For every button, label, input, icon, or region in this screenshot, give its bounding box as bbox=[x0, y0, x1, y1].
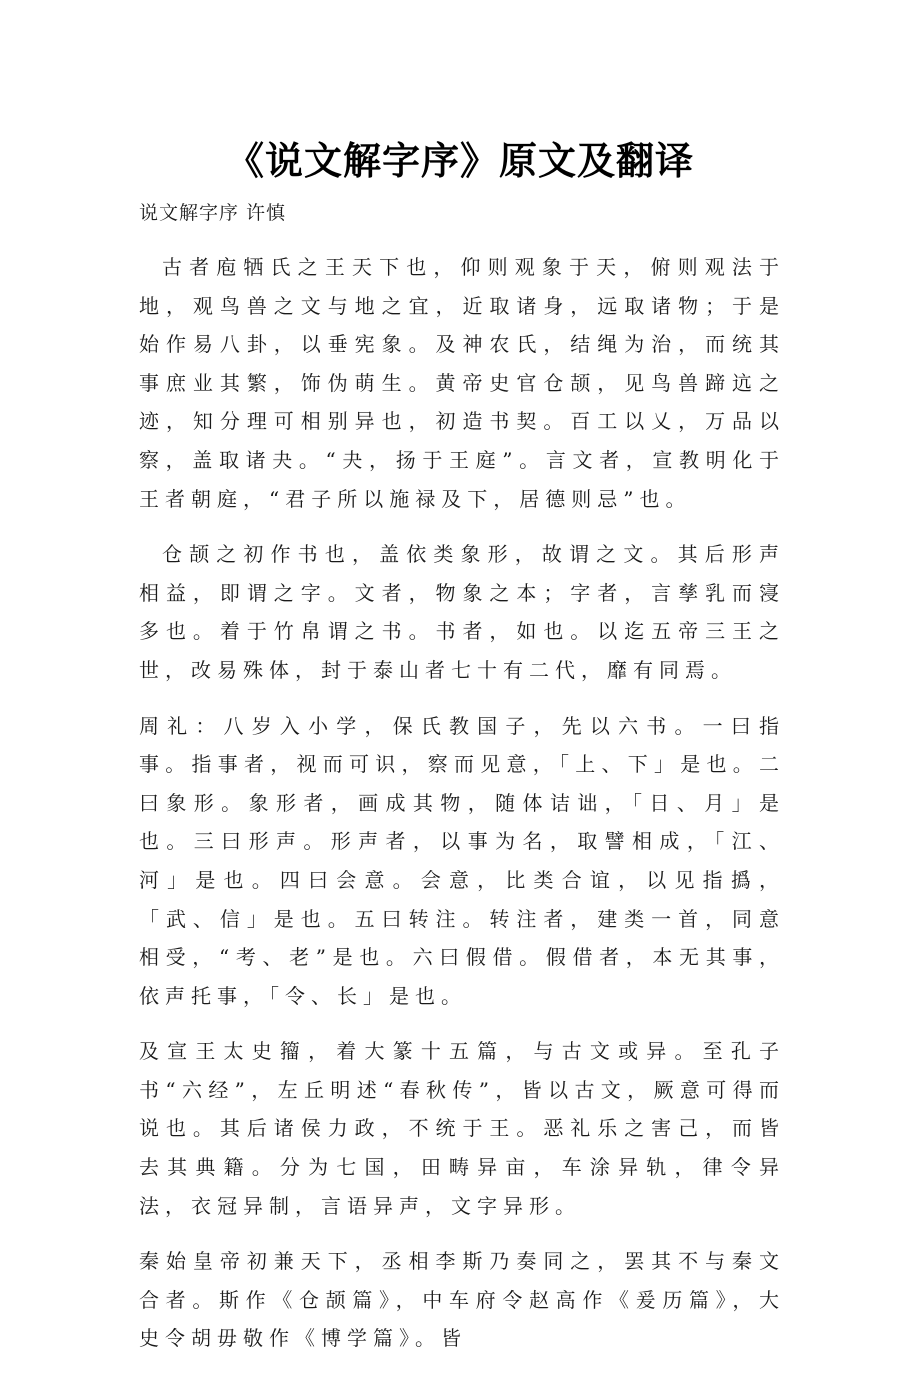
document-title: 《说文解字序》原文及翻译 bbox=[225, 138, 694, 184]
paragraph-2: 仓颉之初作书也，盖依类象形，故谓之文。其后形声相益，即谓之字。文者，物象之本；字者，言孳乳而寖多也。着于竹帛谓之书。书者，如也。以迄五帝三王之世，改易殊体，封于泰山者七十有二代，靡有同焉。 bbox=[139, 542, 785, 682]
paragraph-5: 秦始皇帝初兼天下，丞相李斯乃奏同之，罢其不与秦文合者。斯作《仓颉篇》，中车府令赵高作《爰历篇》，大史令胡毋敬作《博学篇》。皆 bbox=[139, 1249, 785, 1351]
paragraph-1: 古者庖牺氏之王天下也，仰则观象于天，俯则观法于地，观鸟兽之文与地之宜，近取诸身，远取诸物；于是始作易八卦，以垂宪象。及神农氏，结绳为治，而统其事庶业其繁，饰伪萌生。黄帝史官仓颉，见鸟兽蹄迒之迹，知分理可相别异也，初造书契。百工以乂，万品以察，盖取诸夬。“夬，扬于王庭”。言文者，宣教明化于王者朝庭，“君子所以施禄及下，居德则忌”也。 bbox=[139, 255, 785, 511]
paragraph-4: 及宣王太史籀，着大篆十五篇，与古文或异。至孔子书“六经”，左丘明述“春秋传”，皆以古文，厥意可得而说也。其后诸侯力政，不统于王。恶礼乐之害己，而皆去其典籍。分为七国，田畴异亩，车涂异轨，律令异法，衣冠异制，言语异声，文字异形。 bbox=[139, 1039, 785, 1218]
paragraph-3: 周礼：八岁入小学，保氏教国子，先以六书。一曰指事。指事者，视而可识，察而见意，「上、下」是也。二曰象形。象形者，画成其物，随体诘诎，「日、月」是也。三曰形声。形声者，以事为名，取譬相成，「江、河」是也。四曰会意。会意，比类合谊，以见指撝，「武、信」是也。五曰转注。转注者，建类一首，同意相受，“考、老”是也。六曰假借。假借者，本无其事，依声托事，「令、长」是也。 bbox=[139, 713, 785, 1008]
document-body bbox=[139, 248, 785, 1375]
document-subtitle: 说文解字序 许慎 bbox=[139, 202, 287, 224]
